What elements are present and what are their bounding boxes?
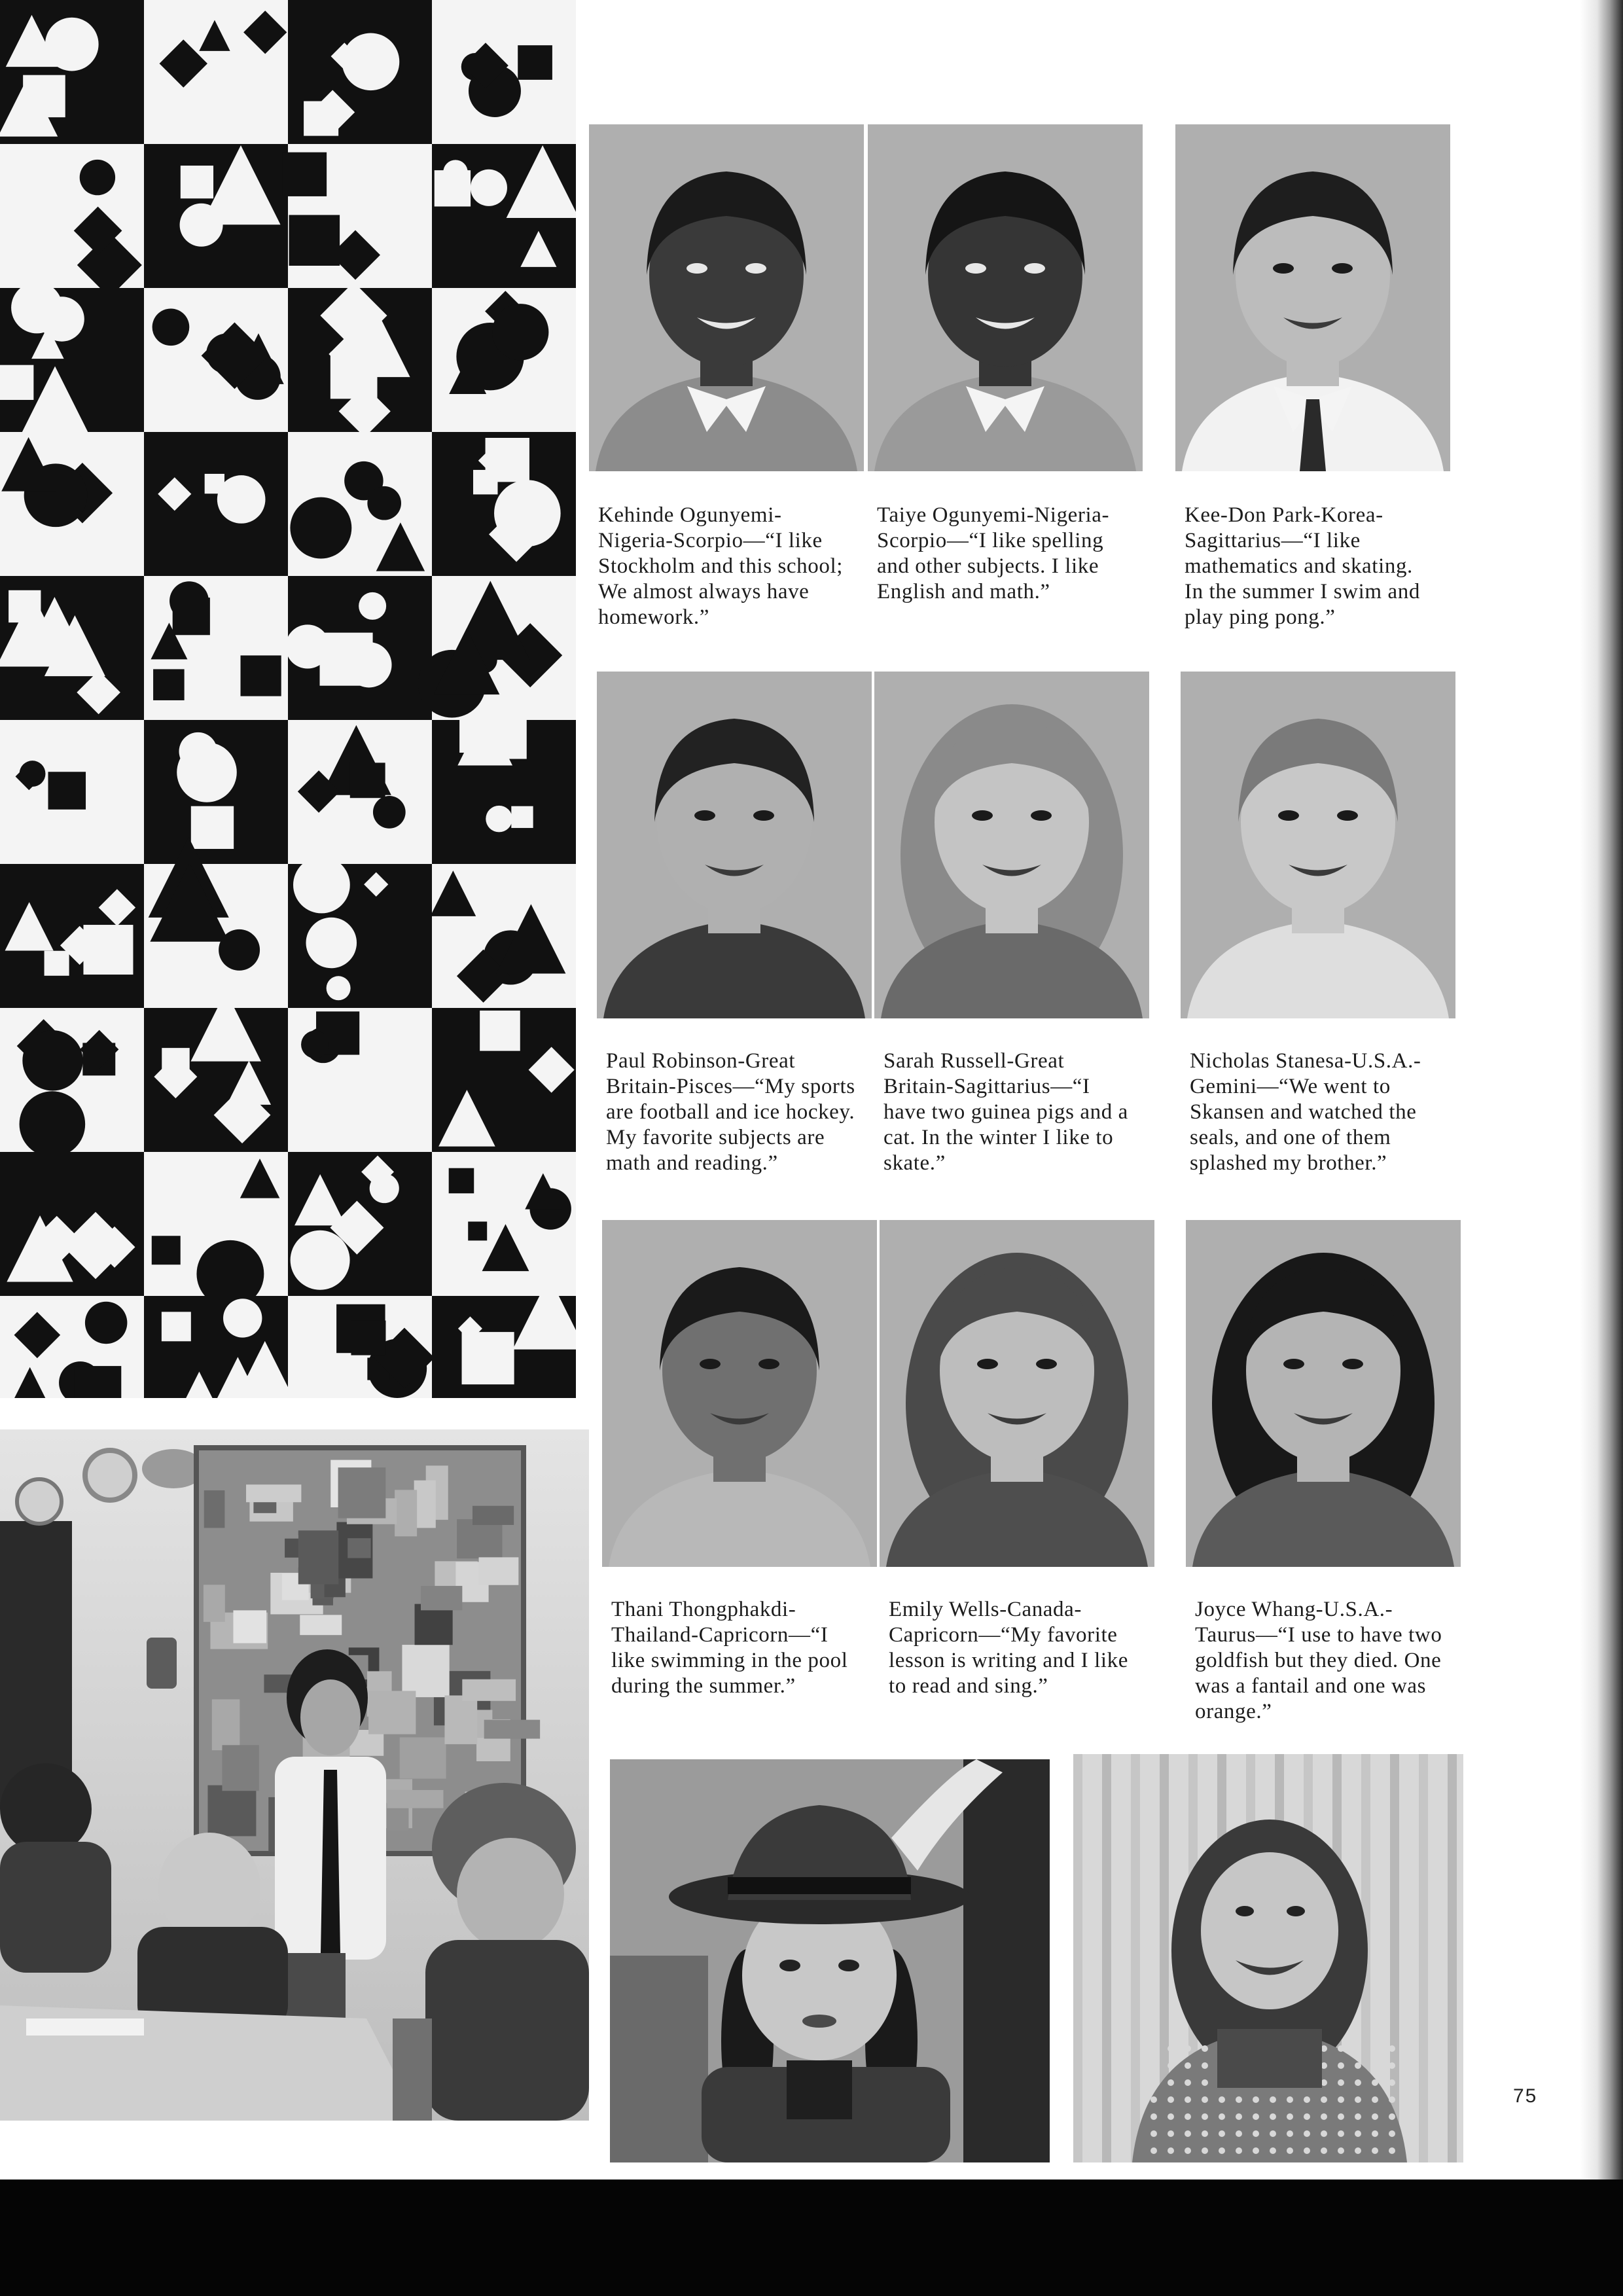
portrait-svg bbox=[874, 672, 1149, 1018]
student-caption bbox=[889, 1597, 1177, 1699]
caption-line: My favorite subjects are bbox=[606, 1126, 825, 1149]
caption-line: Thani Thongphakdi- bbox=[611, 1598, 796, 1621]
geometric-mosaic-artwork bbox=[0, 0, 576, 1398]
caption-line: lesson is writing and I like bbox=[889, 1649, 1129, 1672]
caption-line: Britain-Sagittarius—“I bbox=[883, 1075, 1090, 1098]
caption-line: math and reading.” bbox=[606, 1151, 778, 1175]
caption-line: Nicholas Stanesa-U.S.A.- bbox=[1190, 1049, 1421, 1073]
student-portrait-photo bbox=[1186, 1220, 1461, 1567]
classroom-photo-svg bbox=[0, 1429, 589, 2121]
caption-line: Taurus—“I use to have two bbox=[1195, 1623, 1442, 1647]
student-portrait-photo bbox=[874, 672, 1149, 1018]
caption-line: Emily Wells-Canada- bbox=[889, 1598, 1082, 1621]
caption-line: Sagittarius—“I like bbox=[1185, 529, 1361, 552]
caption-line: Taiye Ogunyemi-Nigeria- bbox=[877, 503, 1110, 527]
classroom-photo bbox=[0, 1429, 589, 2121]
caption-line: Sarah Russell-Great bbox=[883, 1049, 1065, 1073]
portrait-svg bbox=[1181, 672, 1455, 1018]
student-caption bbox=[611, 1597, 899, 1699]
mosaic-svg bbox=[0, 0, 576, 1398]
student-caption bbox=[877, 503, 1165, 605]
caption-line: Skansen and watched the bbox=[1190, 1100, 1417, 1124]
scan-bottom-strip bbox=[0, 2179, 1623, 2296]
caption-line: Kehinde Ogunyemi- bbox=[598, 503, 782, 527]
caption-line: Capricorn—“My favorite bbox=[889, 1623, 1118, 1647]
caption-line: goldfish but they died. One bbox=[1195, 1649, 1442, 1672]
caption-line: seals, and one of them bbox=[1190, 1126, 1391, 1149]
binding-edge bbox=[1580, 0, 1623, 2179]
caption-line: and other subjects. I like bbox=[877, 554, 1099, 578]
caption-line: Joyce Whang-U.S.A.- bbox=[1195, 1598, 1393, 1621]
student-portrait-photo bbox=[1181, 672, 1455, 1018]
caption-line: Scorpio—“I like spelling bbox=[877, 529, 1104, 552]
caption-line: Kee-Don Park-Korea- bbox=[1185, 503, 1383, 527]
caption-line: skate.” bbox=[883, 1151, 946, 1175]
student-caption bbox=[1190, 1049, 1478, 1176]
caption-line: English and math.” bbox=[877, 580, 1050, 603]
portrait-svg bbox=[1175, 124, 1450, 471]
portrait-svg bbox=[868, 124, 1143, 471]
caption-line: We almost always have bbox=[598, 580, 810, 603]
student-caption bbox=[606, 1049, 894, 1176]
student-caption bbox=[1195, 1597, 1483, 1725]
portrait-svg bbox=[602, 1220, 877, 1567]
portrait-svg bbox=[1186, 1220, 1461, 1567]
student-portrait-photo bbox=[1175, 124, 1450, 471]
caption-line: are football and ice hockey. bbox=[606, 1100, 855, 1124]
caption-line: homework.” bbox=[598, 605, 710, 629]
caption-line: Paul Robinson-Great bbox=[606, 1049, 796, 1073]
girl-in-hat-photo bbox=[610, 1759, 1050, 2162]
smiling-girl-svg bbox=[1073, 1754, 1463, 2162]
caption-line: In the summer I swim and bbox=[1185, 580, 1420, 603]
caption-line: splashed my brother.” bbox=[1190, 1151, 1387, 1175]
caption-line: Britain-Pisces—“My sports bbox=[606, 1075, 855, 1098]
student-portrait-photo bbox=[597, 672, 872, 1018]
smiling-girl-photo bbox=[1073, 1754, 1463, 2162]
caption-line: to read and sing.” bbox=[889, 1674, 1048, 1698]
caption-line: like swimming in the pool bbox=[611, 1649, 848, 1672]
caption-line: have two guinea pigs and a bbox=[883, 1100, 1128, 1124]
girl-in-hat-svg bbox=[610, 1759, 1050, 2162]
caption-line: orange.” bbox=[1195, 1700, 1272, 1723]
student-caption bbox=[883, 1049, 1171, 1176]
caption-line: Gemini—“We went to bbox=[1190, 1075, 1391, 1098]
portrait-svg bbox=[597, 672, 872, 1018]
caption-line: Thailand-Capricorn—“I bbox=[611, 1623, 829, 1647]
caption-line: Stockholm and this school; bbox=[598, 554, 844, 578]
caption-line: play ping pong.” bbox=[1185, 605, 1336, 629]
student-portrait-photo bbox=[602, 1220, 877, 1567]
caption-line: was a fantail and one was bbox=[1195, 1674, 1427, 1698]
student-caption bbox=[1185, 503, 1472, 630]
student-portrait-photo bbox=[868, 124, 1143, 471]
portrait-svg bbox=[589, 124, 864, 471]
portrait-svg bbox=[880, 1220, 1154, 1567]
caption-line: during the summer.” bbox=[611, 1674, 796, 1698]
caption-line: cat. In the winter I like to bbox=[883, 1126, 1114, 1149]
caption-line: mathematics and skating. bbox=[1185, 554, 1413, 578]
student-caption bbox=[598, 503, 886, 630]
student-portrait-photo bbox=[880, 1220, 1154, 1567]
caption-line: Nigeria-Scorpio—“I like bbox=[598, 529, 823, 552]
student-portrait-photo bbox=[589, 124, 864, 471]
page-number: 75 bbox=[1513, 2085, 1538, 2107]
